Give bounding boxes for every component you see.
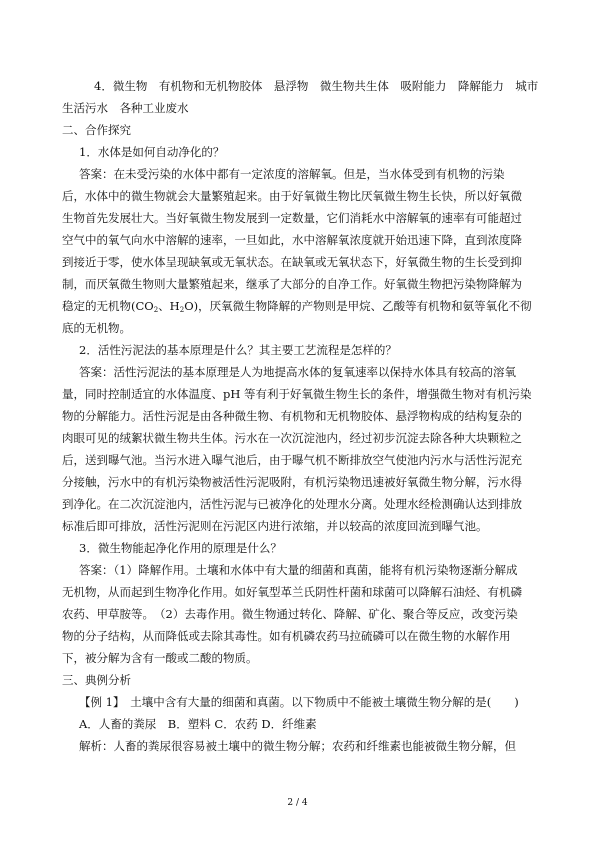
answer-1-line: 到接近于零，使水体呈现缺氧或无氧状态。在缺氧或无氧状态下，好氧微生物的生长受到抑 [62,255,522,269]
answer-2-line: 答案：活性污泥法的基本原理是人为地提高水体的复氧速率以保持水体具有较高的溶氧 [79,365,516,379]
example-1-question: 【例 1】 土壤中含有大量的细菌和真菌。以下物质中不能被土壤微生物分解的是( ) [79,695,519,709]
answer-1-line-formula: 稳定的无机物($CO_2$、$H_2O$)，厌氧微生物降解的产物则是甲烷、乙酸等有机物和氨等氧化不彻 [62,299,532,314]
answer-3-line: 下，被分解为含有一酸或二酸的物质。 [62,651,258,665]
list-item-answers: 4．微生物 有机物和无机物胶体 悬浮物 微生物共生体 吸附能力 降解能力 城市 [94,79,539,93]
answer-1-line: 后，水体中的微生物就会大量繁殖起来。由于好氧微生物比厌氧微生物生长快，所以好氧微 [62,189,522,203]
answer-2-line: 肉眼可见的绒絮状微生物共生体。污水在一次沉淀池内，经过初步沉淀去除各种大块颗粒之 [62,431,522,445]
section-heading-cooperative-inquiry: 二、合作探究 [62,123,131,137]
list-item-answers-cont: 生活污水 各种工业废水 [62,101,189,115]
question-2: 2．活性污泥法的基本原理是什么？其主要工艺流程是怎样的？ [79,343,397,357]
page-number: 2 / 4 [287,798,308,808]
answer-1-line: 答案：在未受污染的水体中都有一定浓度的溶解氧。但是，当水体受到有机物的污染 [79,167,505,181]
answer-3-line: 答案：（1）降解作用。土壤和水体中有大量的细菌和真菌，能将有机污染物逐渐分解成 [79,563,518,577]
answer-1-line: 制，而厌氧微生物则大量繁殖起来，继承了大部分的自净工作。好氧微生物把污染物降解为 [62,277,522,291]
example-1-options: A．人畜的粪尿 B．塑料 C．农药 D．纤维素 [79,717,317,731]
question-1: 1．水体是如何自动净化的？ [79,145,225,159]
answer-2-line: 后，送到曝气池。当污水进入曝气池后，由于曝气机不断排放空气使池内污水与活性污泥充 [62,453,522,467]
answer-3-line: 无机物，从而起到生物净化作用。如好氧型革兰氏阴性杆菌和球菌可以降解石油烃、有机磷 [62,585,522,599]
answer-2-line: 物的分解能力。活性污泥是由各种微生物、有机物和无机物胶体、悬浮物构成的结构复杂的 [62,409,522,423]
section-heading-example-analysis: 三、典例分析 [62,673,131,687]
answer-3-line: 农药、甲草胺等。 （2）去毒作用。微生物通过转化、降解、矿化、聚合等反应，改变污染 [62,607,518,621]
answer-1-line: 空气中的氧气向水中溶解的速率，一旦如此，水中溶解氧浓度就开始迅速下降，直到浓度降 [62,233,522,247]
answer-3-line: 物的分子结构，从而降低或去除其毒性。如有机磷农药马拉硫磷可以在微生物的水解作用 [62,629,511,643]
answer-2-line: 分接触，污水中的有机污染物被活性污泥吸附，有机污染物迅速被好氧微生物分解，污水得 [62,475,522,489]
example-1-analysis: 解析：人畜的粪尿很容易被土壤中的微生物分解；农药和纤维素也能被微生物分解，但 [79,739,516,753]
answer-2-line: 到净化。在二次沉淀池内，活性污泥与已被净化的处理水分离。处理水经检测确认达到排放 [62,497,522,511]
answer-1-line: 底的无机物。 [62,321,131,335]
question-3: 3．微生物能起净化作用的原理是什么？ [79,541,282,555]
answer-2-line: 标准后即可排放，活性污泥则在污泥区内进行浓缩，并以较高的浓度回流到曝气池。 [62,519,488,533]
answer-1-line: 生物首先发展壮大。当好氧微生物发展到一定数量，它们消耗水中溶解氧的速率有可能超过 [62,211,522,225]
answer-2-line: 量，同时控制适宜的水体温度、pH 等有利于好氧微生物生长的条件，增强微生物对有机污染 [62,387,532,401]
